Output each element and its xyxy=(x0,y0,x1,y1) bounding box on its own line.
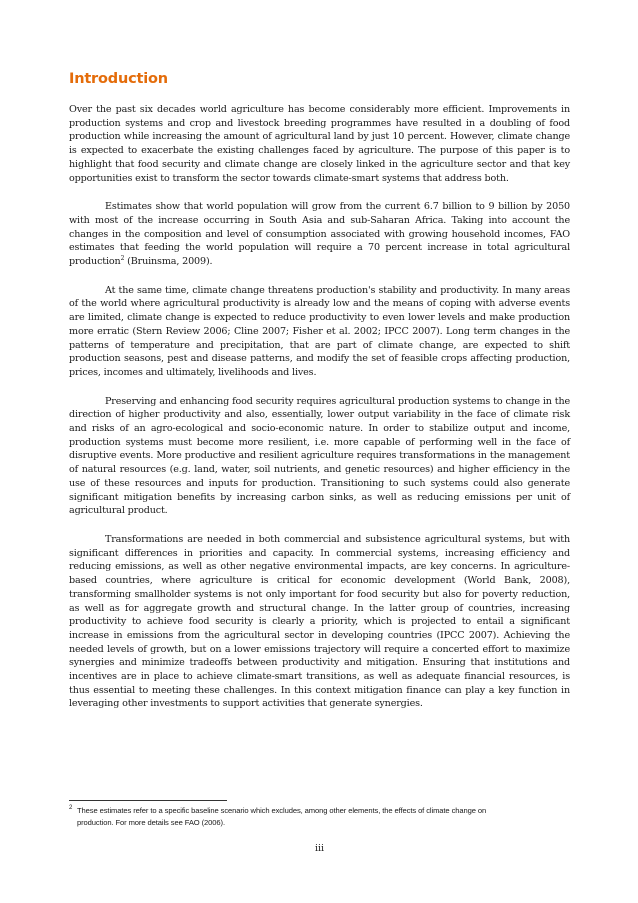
footnote-divider xyxy=(69,800,227,801)
body-text xyxy=(69,103,570,726)
paragraph-2 xyxy=(69,200,570,269)
document-page xyxy=(69,0,570,903)
footnote-text-1: These estimates refer to a specific baseline scenario which excludes, among other elements, the effects of climate change on xyxy=(77,806,487,815)
page-number: iii xyxy=(314,843,325,854)
footnote-line-1: 2 These estimates refer to a specific baseline scenario which excludes, among other elements, the effects of climate change on xyxy=(69,805,487,815)
paragraph-5: Transformations are needed in both commercial and subsistence agricultural systems, but with significant differences in priorities and capacity. In commercial systems, increasing efficiency and reducing emissions, as well as other negative environmental impacts, are key concerns. In agriculture-based countries, where agriculture is critical for economic development (World Bank, 2008), transforming smallholder systems is not only important for food security but also for poverty reduction, as well as for aggregate growth and structural change. In the latter group of countries, increasing productivity to achieve food security is clearly a priority, which is projected to entail a significant increase in emissions from the agricultural sector in developing countries (IPCC 2007). Achieving the needed levels of growth, but on a lower emissions trajectory will require a concerted effort to maximize synergies and minimize tradeoffs between productivity and mitigation. Ensuring that institutions and incentives are in place to achieve climate-smart transitions, as well as adequate financial resources, is thus essential to meeting these challenges. In this context mitigation finance can play a key function in leveraging other investments to support activities that generate synergies. xyxy=(69,533,570,710)
section-heading: Introduction xyxy=(69,71,168,87)
footnote-line-2: production. For more details see FAO (2006). xyxy=(77,818,225,827)
footnote xyxy=(69,805,570,829)
paragraph-4: Preserving and enhancing food security requires agricultural production systems to change in the direction of higher productivity and also, essentially, lower output variability in the face of climate risk and risks of an agro-ecological and socio-economic nature. In order to stabilize output and income, production systems must become more resilient, i.e. more capable of performing well in the face of disruptive events. More productive and resilient agriculture requires transformations in the management of natural resources (e.g. land, water, soil nutrients, and genetic resources) and higher efficiency in the use of these resources and inputs for production. Transitioning to such systems could also generate significant mitigation benefits by increasing carbon sinks, as well as reducing emissions per unit of agricultural product. xyxy=(69,395,570,517)
paragraph-2-text: Estimates show that world population will grow from the current 6.7 billion to 9 billion by 2050 with most of the increase occurring in South Asia and sub-Saharan Africa. Taking into account the changes in the composition and level of consumption associated with growing household incomes, FAO estimates that feeding the world population will require a 70 percent increase in total agricultural production xyxy=(69,201,570,268)
paragraph-1: Over the past six decades world agriculture has become considerably more efficient. Improvements in production systems and crop and livestock breeding programmes have resulted in a doubling of food production while increasing the amount of agricultural land by just 10 percent. However, climate change is expected to exacerbate the existing challenges faced by agriculture. The purpose of this paper is to highlight that food security and climate change are closely linked in the agriculture sector and that key opportunities exist to transform the sector towards climate-smart systems that address both. xyxy=(69,104,570,184)
footnote-reference: 2 xyxy=(120,254,125,262)
paragraph-2-citation: (Bruinsma, 2009). xyxy=(124,256,213,268)
paragraph-3: At the same time, climate change threatens production's stability and productivity. In many areas of the world where agricultural productivity is already low and the means of coping with adverse events are limited, climate change is expected to reduce productivity to even lower levels and make production more erratic (Stern Review 2006; Cline 2007; Fisher et al. 2002; IPCC 2007). Long term changes in the patterns of temperature and precipitation, that are part of climate change, are expected to shift production seasons, pest and disease patterns, and modify the set of feasible crops affecting production, prices, incomes and ultimately, livelihoods and lives. xyxy=(69,284,570,378)
